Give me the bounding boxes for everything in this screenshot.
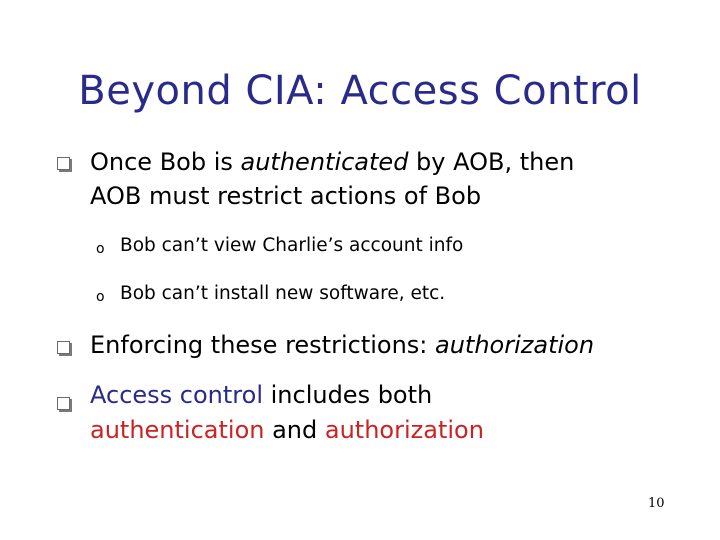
bullet-square-icon xyxy=(57,341,70,354)
bullet2-text: Enforcing these restrictions: xyxy=(90,331,436,359)
bullet3-authorization: authorization xyxy=(324,416,484,444)
bullet3-and: and xyxy=(264,416,325,444)
sub-bullet-2: Bob can’t install new software, etc. xyxy=(120,283,446,304)
sub-bullet-marker-icon: o xyxy=(96,289,105,305)
bullet3-term: Access control xyxy=(90,381,263,409)
sub-bullet-1: Bob can’t view Charlie’s account info xyxy=(120,235,464,256)
bullet3-rest: includes both xyxy=(262,381,433,409)
bullet-square-icon xyxy=(57,397,70,410)
bullet1-text-b: by AOB, then xyxy=(408,148,575,176)
bullet3-line2 xyxy=(90,416,484,444)
sub-bullet-marker-icon: o xyxy=(96,241,105,257)
bullet2-emphasis: authorization xyxy=(435,331,595,359)
bullet3-authentication: authentication xyxy=(90,416,265,444)
bullet-square-icon xyxy=(57,157,70,170)
slide-title: Beyond CIA: Access Control xyxy=(78,68,642,114)
bullet1-line1 xyxy=(90,148,574,176)
bullet1-text-a: Once Bob is xyxy=(90,148,241,176)
bullet2-line xyxy=(90,331,594,359)
bullet1-line2: AOB must restrict actions of Bob xyxy=(90,182,482,210)
bullet3-line1 xyxy=(90,381,432,409)
bullet1-emphasis: authenticated xyxy=(240,148,409,176)
page-number: 10 xyxy=(648,496,665,511)
